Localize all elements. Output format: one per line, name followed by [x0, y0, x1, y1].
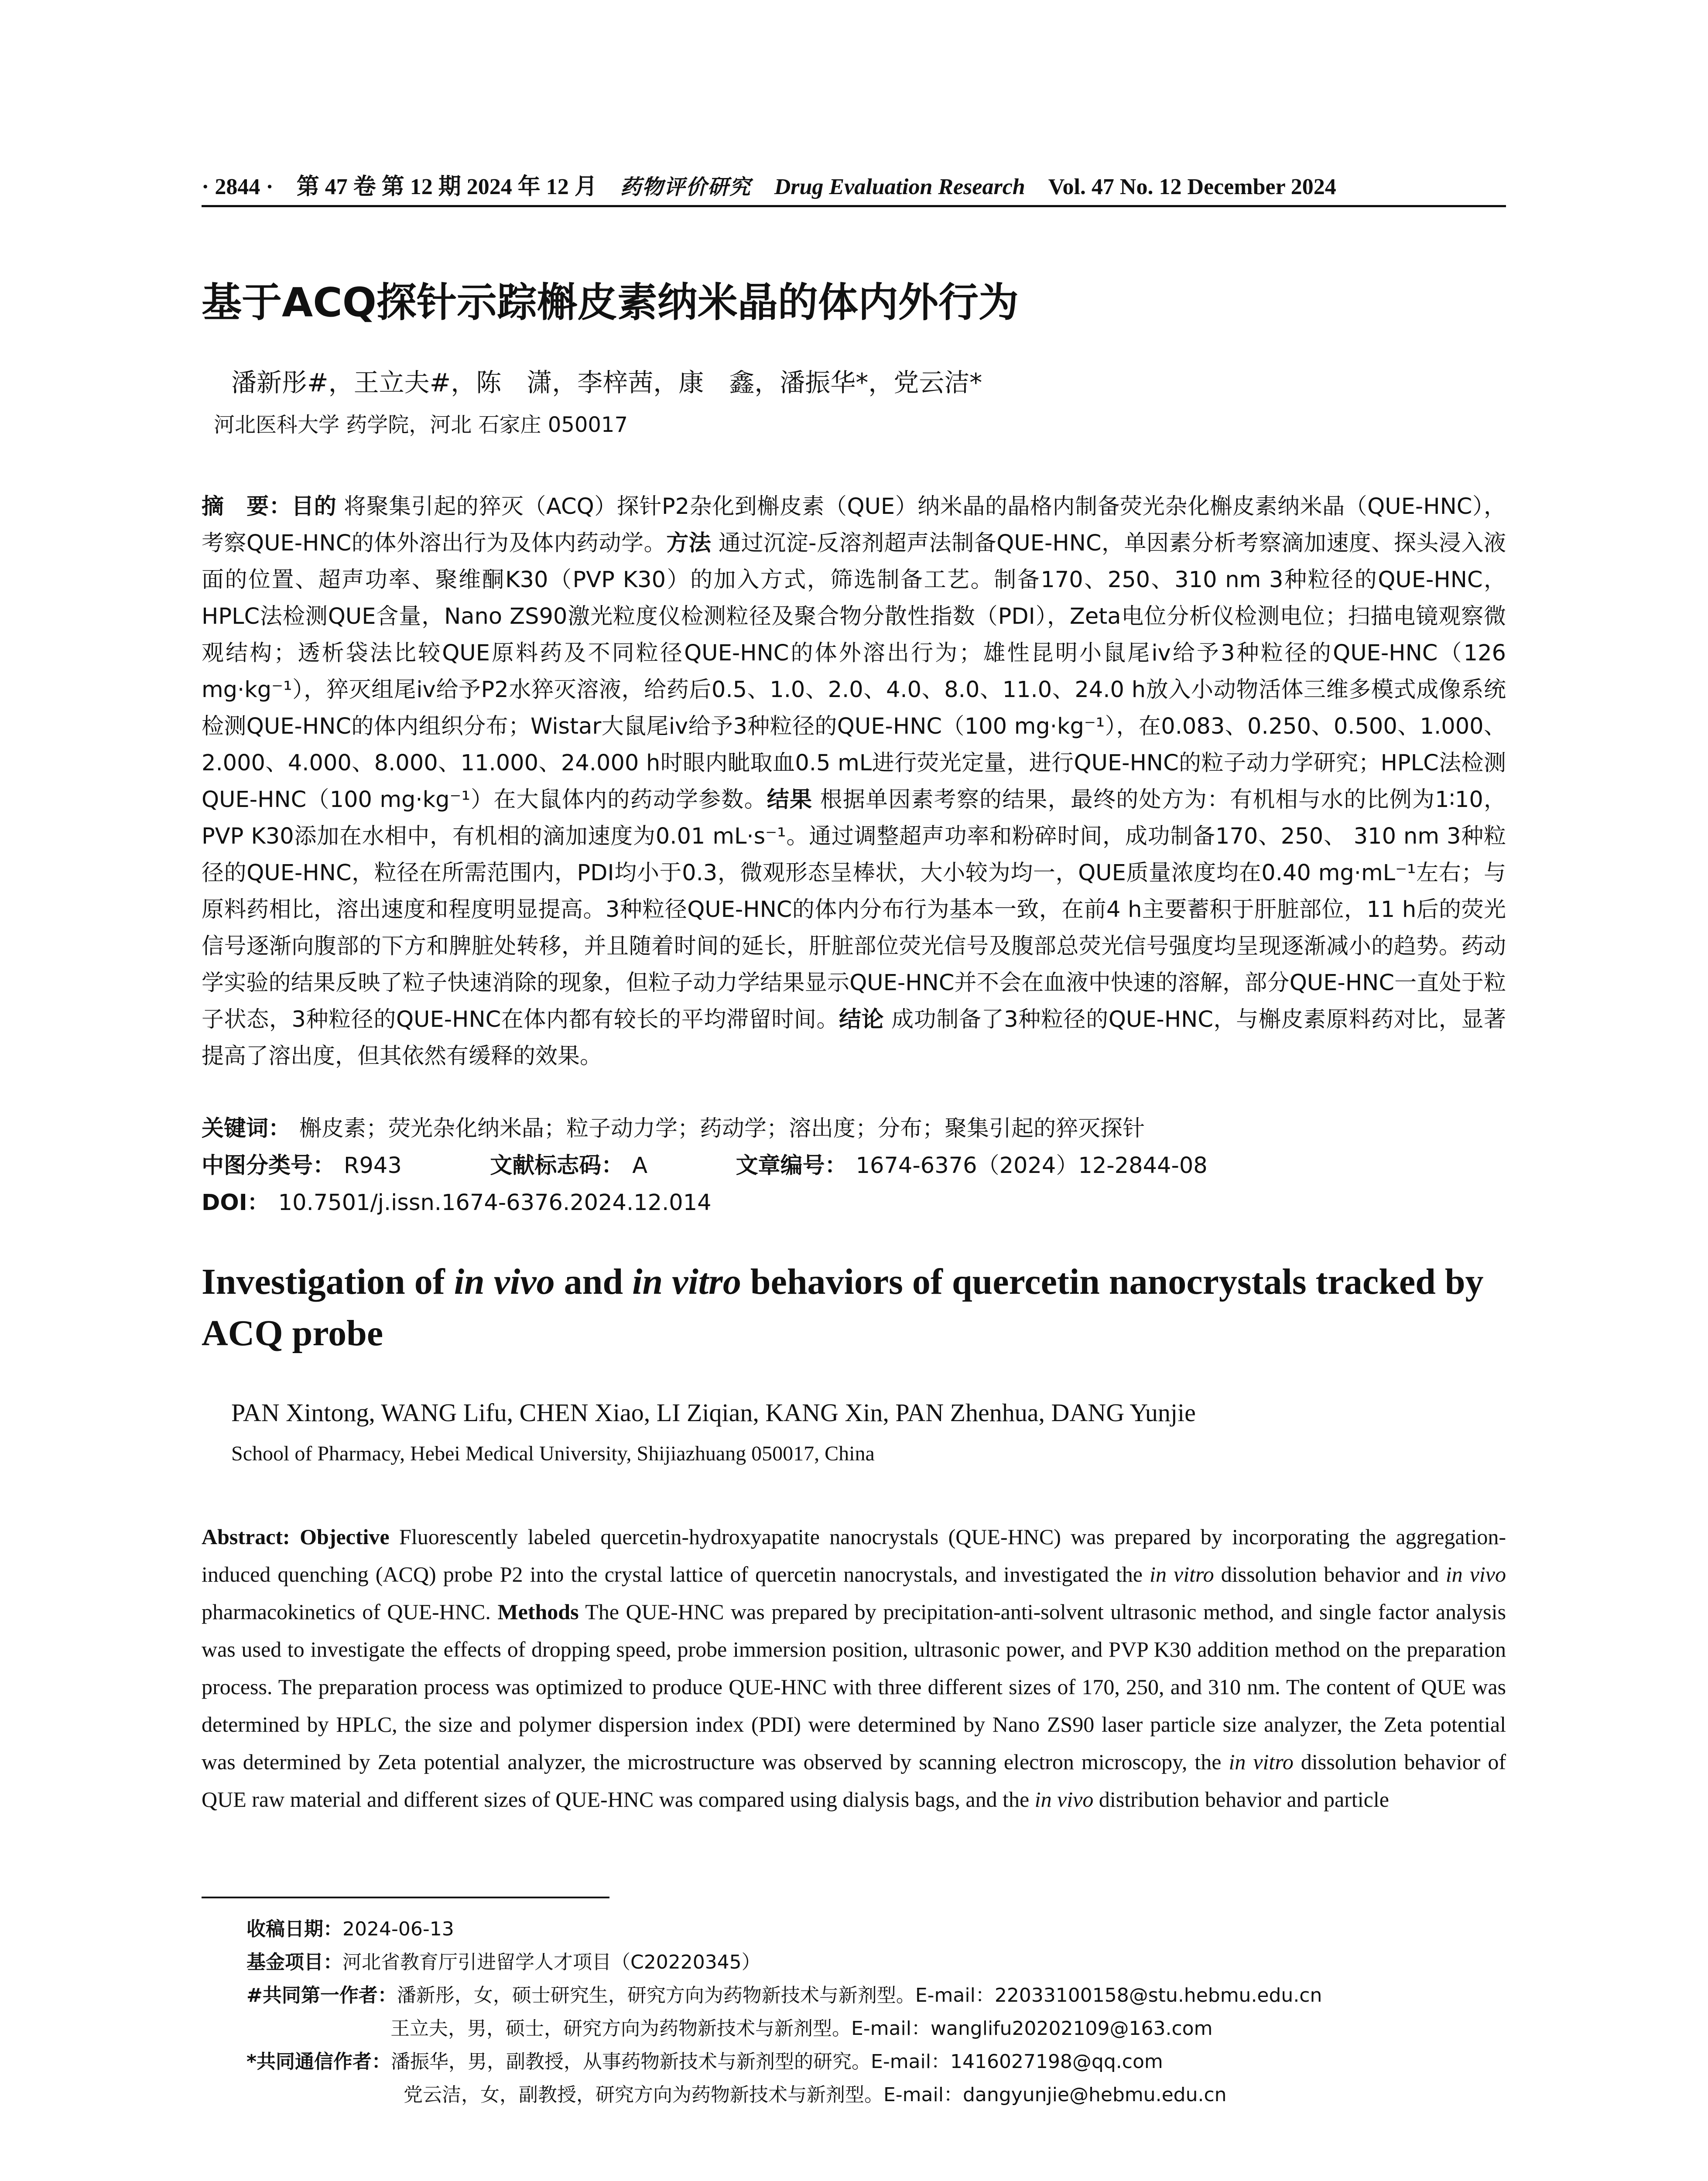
objective-en-text: pharmacokinetics of QUE-HNC.	[202, 1600, 491, 1624]
corresponding-authors	[246, 2045, 1512, 2078]
article-no-value: 1674-6376（2024）12-2844-08	[856, 1153, 1208, 1179]
article-no-label: 文章编号：	[736, 1153, 847, 1179]
fund-value: 河北省教育厅引进留学人才项目（C20220345）	[342, 1951, 761, 1973]
keywords-line	[202, 1110, 1145, 1142]
doc-code-label: 文献标志码：	[490, 1153, 624, 1179]
objective-en-text: dissolution behavior and	[1214, 1562, 1446, 1586]
first-author-1: 潘新彤，女，硕士研究生，研究方向为药物新技术与新剂型。E-mail：22033100158@stu.hebmu.edu.cn	[397, 1984, 1322, 2007]
title-en	[202, 1256, 1510, 1359]
classification-line	[202, 1147, 1208, 1179]
authors-en: PAN Xintong, WANG Lifu, CHEN Xiao, LI Ziqian, KANG Xin, PAN Zhenhua, DANG Yunjie	[231, 1398, 1196, 1427]
authors-cn: 潘新彤#，王立夫#，陈 潇，李梓茜，康 鑫，潘振华*，党云洁*	[231, 368, 982, 397]
keywords-label: 关键词：	[202, 1116, 291, 1142]
objective-cn-text: 将聚集引起的猝灭（ACQ）探针P2杂化到槲皮素（QUE）纳米晶的晶格内制备荧光杂化槲皮素纳米晶（QUE-HNC），考察QUE-HNC的体外溶出行为及体内药动学。	[202, 494, 1506, 556]
results-cn-text: 根据单因素考察的结果，最终的处方为：有机相与水的比例为1∶10，PVP K30添加在水相中，有机相的滴加速度为0.01 mL·s⁻¹。通过调整超声功率和粉碎时间，成功制备170、250、 310 nm 3种粒径的QUE-HNC，粒径在所需范围内，PDI均小于0.3，微观形态呈棒状，大小较为均一，QUE质量浓度均在0.40 mg·mL⁻¹左右；与原料药相比，溶出速度和程度明显提高。3种粒径QUE-HNC的体内分布行为基本一致，在前4 h主要蓄积于肝脏部位，11 h后的荧光信号逐渐向腹部的下方和脾脏处转移，并且随着时间的延长，肝脏部位荧光信号及腹部总荧光信号强度均呈现逐渐减小的趋势。药动学实验的结果反映了粒子快速消除的现象，但粒子动力学结果显示QUE-HNC并不会在血液中快速的溶解，部分QUE-HNC一直处于粒子状态，3种粒径的QUE-HNC在体内都有较长的平均滞留时间。	[202, 787, 1506, 1032]
received-date	[246, 1913, 1512, 1946]
clc-value: R943	[344, 1153, 402, 1179]
doi-label: DOI：	[202, 1190, 270, 1216]
affiliation-en: School of Pharmacy, Hebei Medical University, Shijiazhuang 050017, China	[231, 1442, 875, 1465]
conclusion-cn-text: 成功制备了3种粒径的QUE-HNC，与槲皮素原料药对比，显著提高了溶出度，但其依然有缓释的效果。	[202, 1007, 1506, 1069]
methods-en-italic: in vivo	[1034, 1787, 1094, 1812]
fund-label: 基金项目：	[246, 1951, 342, 1973]
affiliation-cn: 河北医科大学 药学院，河北 石家庄 050017	[214, 413, 628, 437]
received-label: 收稿日期：	[246, 1918, 342, 1940]
methods-en-text: distribution behavior and particle	[1093, 1787, 1389, 1812]
clc-label: 中图分类号：	[202, 1153, 335, 1179]
received-value: 2024-06-13	[342, 1918, 454, 1940]
journal-logo: 药物评价研究	[620, 175, 751, 199]
running-header	[202, 168, 1506, 203]
doi-value: 10.7501/j.issn.1674-6376.2024.12.014	[278, 1190, 712, 1216]
abstract-cn	[202, 489, 1506, 1075]
volume-en: Vol. 47 No. 12 December 2024	[1048, 174, 1336, 199]
title-en-part: behaviors of quercetin nanocrystals tracked by ACQ probe	[202, 1261, 1484, 1354]
corr-author-1: 潘振华，男，副教授，从事药物新技术与新剂型的研究。E-mail：1416027198@qq.com	[391, 2051, 1163, 2073]
doi-line	[202, 1184, 712, 1217]
title-en-italic: in vitro	[632, 1261, 741, 1302]
footnote-divider	[202, 1897, 609, 1898]
first-authors	[246, 1979, 1512, 2012]
volume-cn: 第 47 卷 第 12 期 2024 年 12 月	[296, 174, 597, 199]
footnotes	[246, 1913, 1512, 2112]
abstract-cn-label: 摘 要：	[202, 494, 292, 520]
methods-cn-label: 方法	[666, 530, 712, 556]
keywords-text: 槲皮素；荧光杂化纳米晶；粒子动力学；药动学；溶出度；分布；聚集引起的猝灭探针	[299, 1116, 1145, 1142]
first-author-2: 王立夫，男，硕士，研究方向为药物新技术与新剂型。E-mail：wanglifu20202109@163.com	[390, 2017, 1213, 2040]
first-author-2-row	[246, 2012, 1512, 2045]
corr-author-2: 党云洁，女，副教授，研究方向为药物新技术与新剂型。E-mail：dangyunjie@hebmu.edu.cn	[404, 2084, 1227, 2106]
results-cn-label: 结果	[767, 787, 813, 813]
journal-name-en: Drug Evaluation Research	[774, 174, 1025, 199]
title-cn: 基于ACQ探针示踪槲皮素纳米晶的体内外行为	[202, 279, 1019, 326]
methods-en-text: The QUE-HNC was prepared by precipitation-anti-solvent ultrasonic method, and single factor analysis was used to investigate the effects of dropping speed, probe immersion position, ultrasonic power, and PVP K30 addition method on the preparation process. The preparation process was optimized to produce QUE-HNC with three different sizes of 170, 250, and 310 nm. The content of QUE was determined by HPLC, the size and polymer dispersion index (PDI) were determined by Nano ZS90 laser particle size analyzer, the Zeta potential was determined by Zeta potential analyzer, the microstructure was observed by scanning electron microscopy, the	[202, 1600, 1506, 1774]
conclusion-cn-label: 结论	[839, 1007, 884, 1032]
title-en-part: Investigation of	[202, 1261, 454, 1302]
methods-en-italic: in vitro	[1229, 1750, 1294, 1774]
objective-en-label: Objective	[300, 1525, 390, 1549]
methods-en-label: Methods	[497, 1600, 579, 1624]
corr-author-2-row	[246, 2078, 1512, 2112]
fund-project	[246, 1946, 1512, 1979]
methods-cn-text: 通过沉淀-反溶剂超声法制备QUE-HNC，单因素分析考察滴加速度、探头浸入液面的位置、超声功率、聚维酮K30（PVP K30）的加入方式，筛选制备工艺。制备170、250、310 nm 3种粒径的QUE-HNC，HPLC法检测QUE含量，Nano ZS90激光粒度仪检测粒径及聚合物分散性指数（PDI），Zeta电位分析仪检测电位；扫描电镜观察微观结构；透析袋法比较QUE原料药及不同粒径QUE-HNC的体外溶出行为；雄性昆明小鼠尾iv给予3种粒径的QUE-HNC（126 mg·kg⁻¹），猝灭组尾iv给予P2水猝灭溶液，给药后0.5、1.0、2.0、4.0、8.0、11.0、24.0 h放入小动物活体三维多模式成像系统检测QUE-HNC的体内组织分布；Wistar大鼠尾iv给予3种粒径的QUE-HNC（100 mg·kg⁻¹），在0.083、0.250、0.500、1.000、2.000、4.000、8.000、11.000、24.000 h时眼内眦取血0.5 mL进行荧光定量，进行QUE-HNC的粒子动力学研究；HPLC法检测QUE-HNC（100 mg·kg⁻¹）在大鼠体内的药动学参数。	[202, 530, 1506, 813]
abstract-en-label: Abstract:	[202, 1525, 290, 1549]
objective-en-text: Fluorescently labeled quercetin-hydroxyapatite nanocrystals (QUE-HNC) was prepared by incorporating the aggregation-induced quenching (ACQ) probe P2 into the crystal lattice of quercetin nanocrystals, and investigated the	[202, 1525, 1506, 1586]
first-author-label: #共同第一作者：	[246, 1984, 397, 2007]
objective-cn-label: 目的	[291, 494, 337, 520]
title-en-part: and	[555, 1261, 633, 1302]
doc-code-value: A	[632, 1153, 648, 1179]
title-en-italic: in vivo	[454, 1261, 555, 1302]
page-number: · 2844 ·	[202, 174, 274, 199]
methods-en-text: dissolution behavior of QUE raw material and different sizes of QUE-HNC was compared using dialysis bags, and the	[202, 1750, 1506, 1812]
objective-en-italic: in vitro	[1150, 1562, 1214, 1586]
abstract-en	[202, 1518, 1506, 1818]
header-divider	[202, 205, 1506, 207]
corr-author-label: *共同通信作者：	[246, 2051, 391, 2073]
objective-en-italic: in vivo	[1445, 1562, 1506, 1586]
